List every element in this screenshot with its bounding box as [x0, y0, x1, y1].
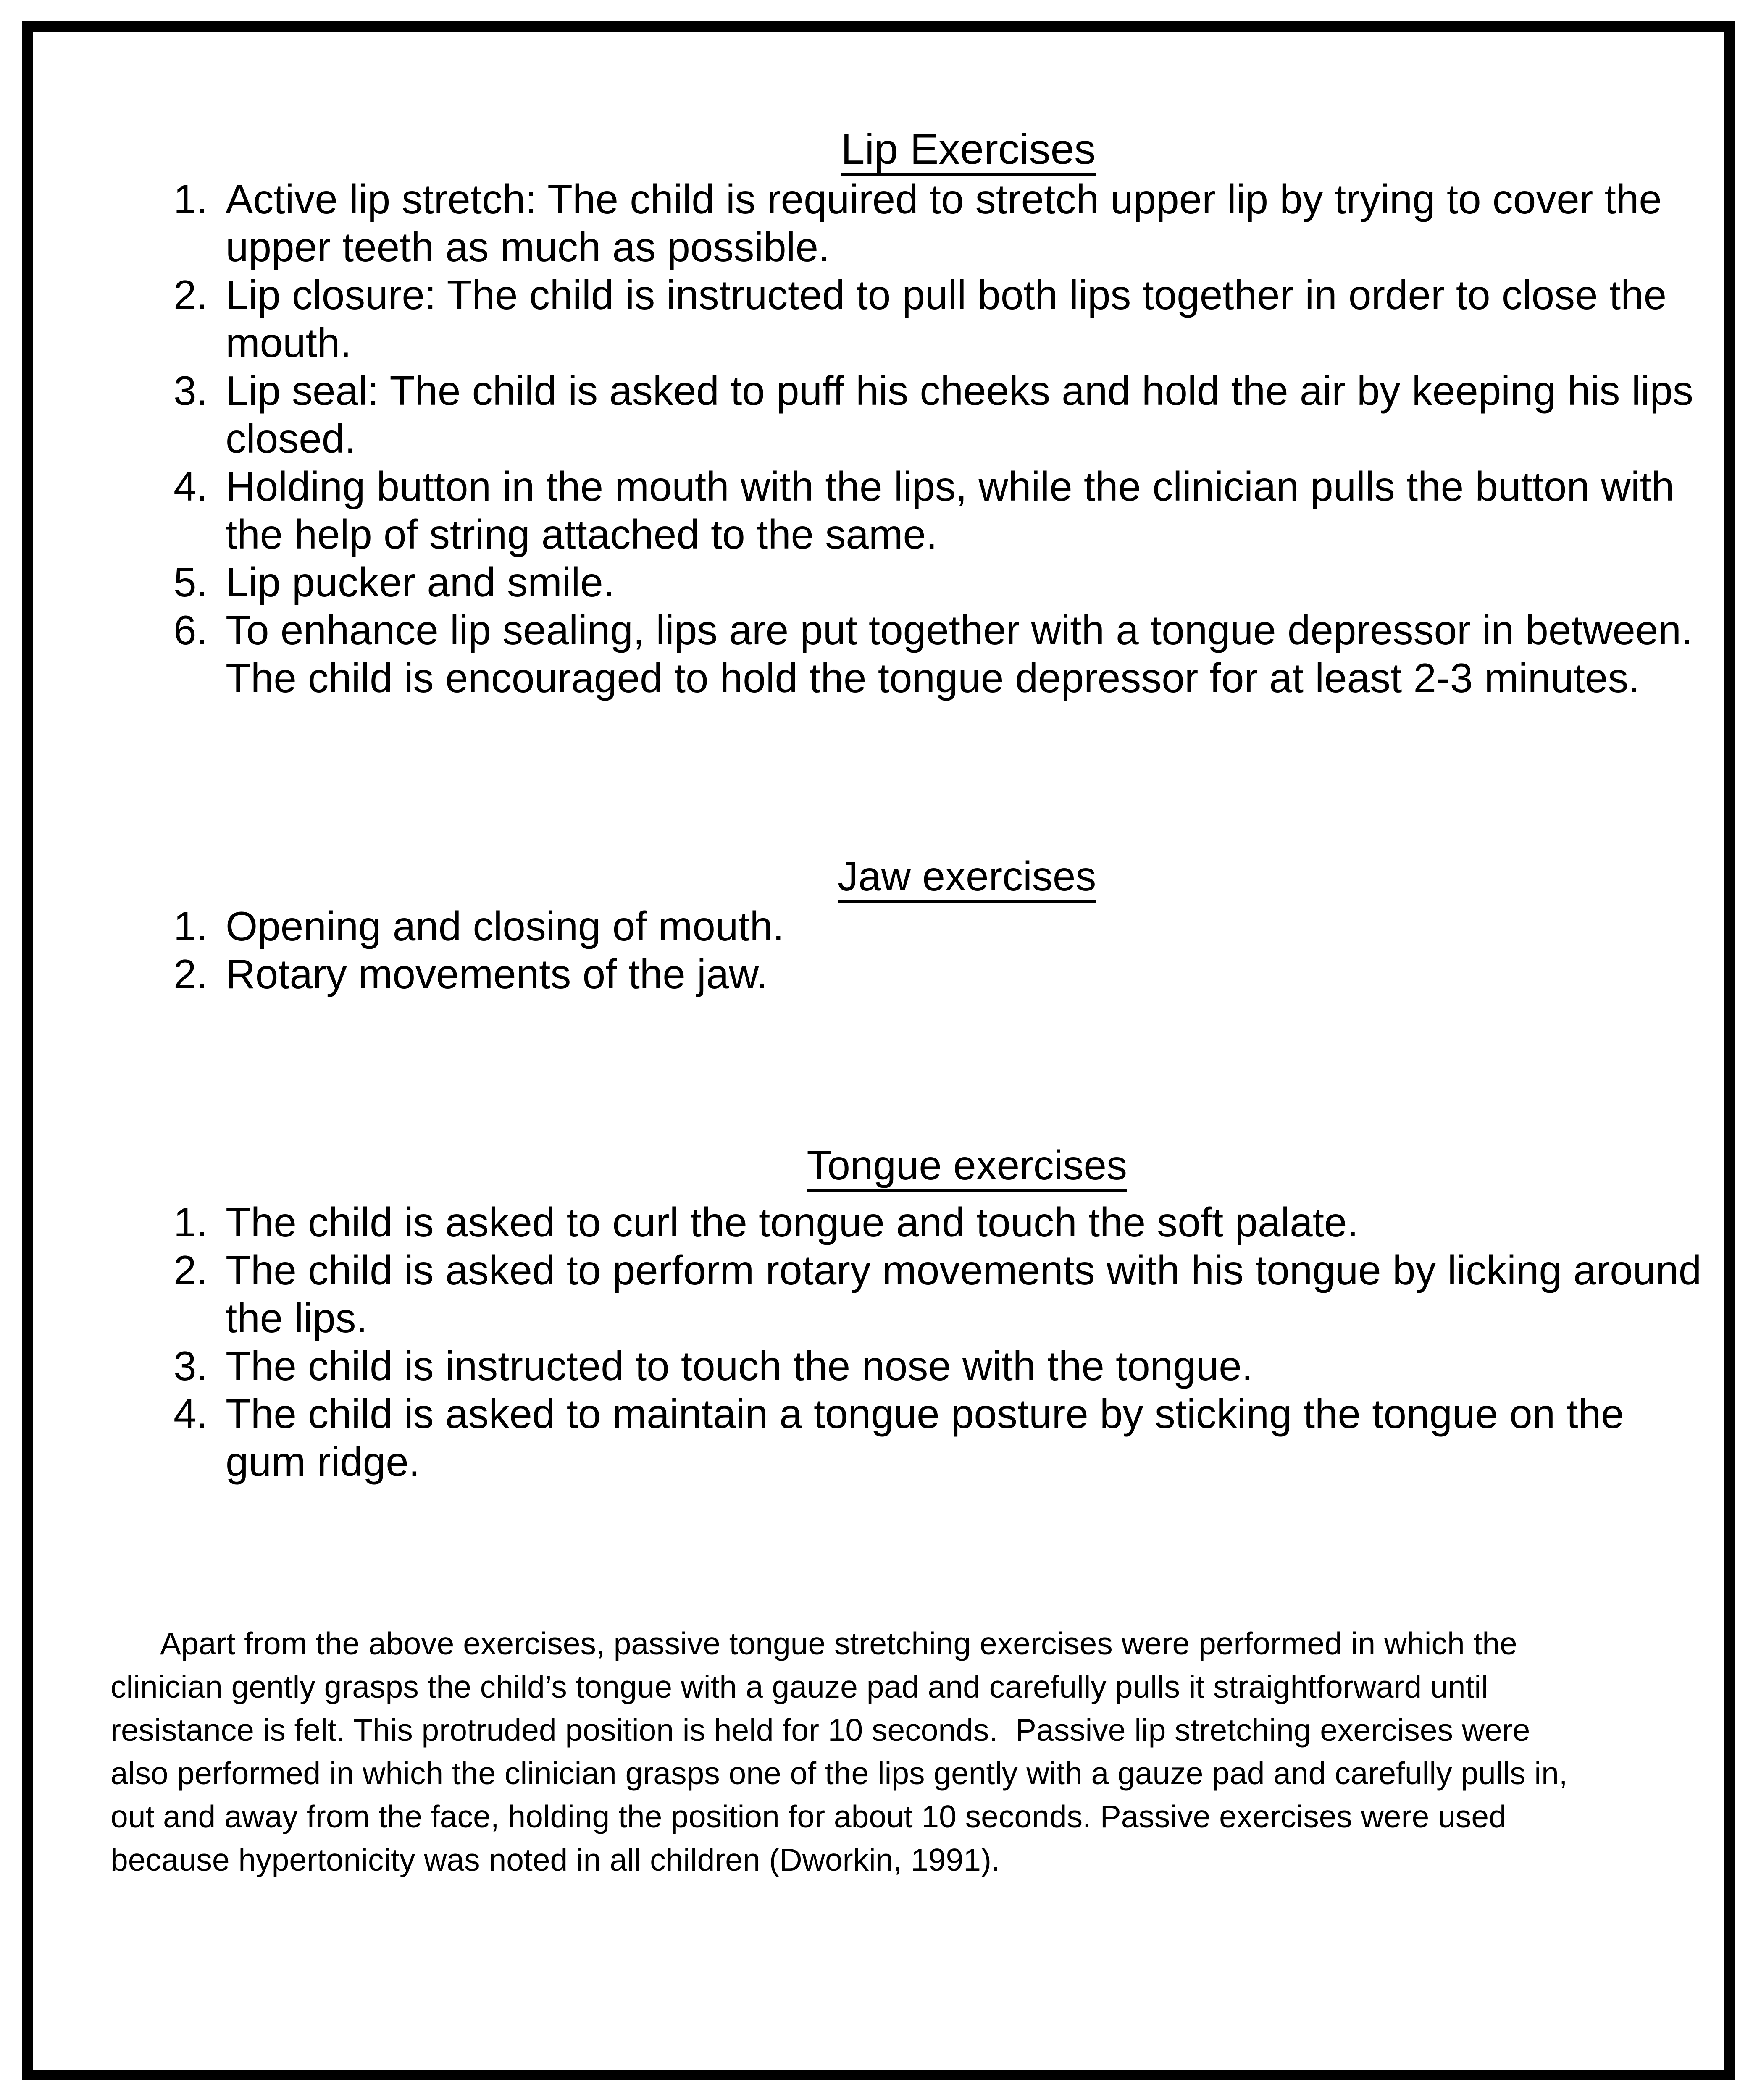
list-item-line: [33, 223, 1735, 271]
list-item-text: The child is asked to perform rotary movements with his tongue by licking around: [226, 1247, 1702, 1293]
list-item-line: [33, 1342, 1735, 1390]
list-item-text: closed.: [226, 415, 356, 462]
lip-exercises-list: [33, 175, 1735, 702]
list-item-text: the help of string attached to the same.: [226, 511, 938, 557]
list-item-text: The child is instructed to touch the nose with the tongue.: [226, 1343, 1254, 1389]
list-item-number: 1.: [173, 176, 208, 222]
list-item-number: 3.: [173, 1343, 208, 1389]
list-item-text: Rotary movements of the jaw.: [226, 951, 768, 997]
paragraph-line: clinician gently grasps the child’s tongue with a gauze pad and carefully pulls it straightforward until: [110, 1669, 1488, 1704]
list-item-text: gum ridge.: [226, 1438, 421, 1485]
list-item-text: Lip closure: The child is instructed to pull both lips together in order to close the: [226, 272, 1667, 318]
closing-paragraph: [33, 1622, 1735, 1882]
list-item-text: To enhance lip sealing, lips are put together with a tongue depressor in between.: [226, 607, 1693, 653]
list-item-number: 2.: [173, 272, 208, 318]
list-item-text: Holding button in the mouth with the lips, while the clinician pulls the button with: [226, 463, 1674, 509]
list-item-text: Opening and closing of mouth.: [226, 903, 784, 949]
jaw-exercises-list: [33, 902, 1735, 998]
list-item-line: [33, 950, 1735, 998]
list-item-number: 5.: [173, 559, 208, 605]
list-item-line: [33, 510, 1735, 558]
list-item-text: The child is asked to curl the tongue and touch the soft palate.: [226, 1199, 1359, 1245]
list-item-line: [33, 1390, 1735, 1438]
list-item-text: The child is asked to maintain a tongue posture by sticking the tongue on the: [226, 1391, 1624, 1437]
section-heading-tongue-exercises-text: Tongue exercises: [807, 1142, 1127, 1192]
list-item-line: [33, 319, 1735, 367]
list-item-line: [33, 902, 1735, 950]
list-item-line: [33, 175, 1735, 223]
list-item-text: The child is encouraged to hold the tongue depressor for at least 2-3 minutes.: [226, 655, 1640, 701]
list-item-number: 2.: [173, 951, 208, 997]
list-item-line: [33, 415, 1735, 462]
section-heading-jaw-exercises-text: Jaw exercises: [838, 853, 1096, 903]
list-item-number: 3.: [173, 368, 208, 414]
list-item-line: [33, 1246, 1735, 1294]
list-item-text: Lip pucker and smile.: [226, 559, 615, 605]
list-item-number: 1.: [173, 903, 208, 949]
tongue-exercises-list: [33, 1198, 1735, 1486]
list-item-line: [33, 462, 1735, 510]
list-item-line: [33, 606, 1735, 654]
document-page-frame: [22, 21, 1735, 2080]
list-item-number: 2.: [173, 1247, 208, 1293]
list-item-line: [33, 1294, 1735, 1342]
list-item-line: [33, 654, 1735, 702]
list-item-text: Active lip stretch: The child is required to stretch upper lip by trying to cover the: [226, 176, 1662, 222]
section-heading-lip-exercises-text: Lip Exercises: [841, 126, 1096, 176]
list-item-text: upper teeth as much as possible.: [226, 224, 830, 270]
list-item-text: Lip seal: The child is asked to puff his cheeks and hold the air by keeping his lips: [226, 368, 1693, 414]
list-item-line: [33, 271, 1735, 319]
list-item-line: [33, 1198, 1735, 1246]
list-item-number: 4.: [173, 463, 208, 509]
list-item-text: the lips.: [226, 1295, 368, 1341]
list-item-number: 6.: [173, 607, 208, 653]
paragraph-line: out and away from the face, holding the position for about 10 seconds. Passive exercises were used: [110, 1799, 1506, 1834]
paragraph-line: resistance is felt. This protruded position is held for 10 seconds. Passive lip stretching exercises were: [110, 1712, 1530, 1748]
list-item-line: [33, 367, 1735, 415]
paragraph-line: because hypertonicity was noted in all children (Dworkin, 1991).: [110, 1842, 1000, 1877]
list-item-number: 4.: [173, 1391, 208, 1437]
paragraph-line: also performed in which the clinician grasps one of the lips gently with a gauze pad and carefully pulls in,: [110, 1756, 1568, 1791]
list-item-line: [33, 1438, 1735, 1486]
list-item-number: 1.: [173, 1199, 208, 1245]
list-item-line: [33, 558, 1735, 606]
list-item-text: mouth.: [226, 320, 352, 366]
paragraph-line: Apart from the above exercises, passive tongue stretching exercises were performed in which the: [160, 1626, 1517, 1661]
